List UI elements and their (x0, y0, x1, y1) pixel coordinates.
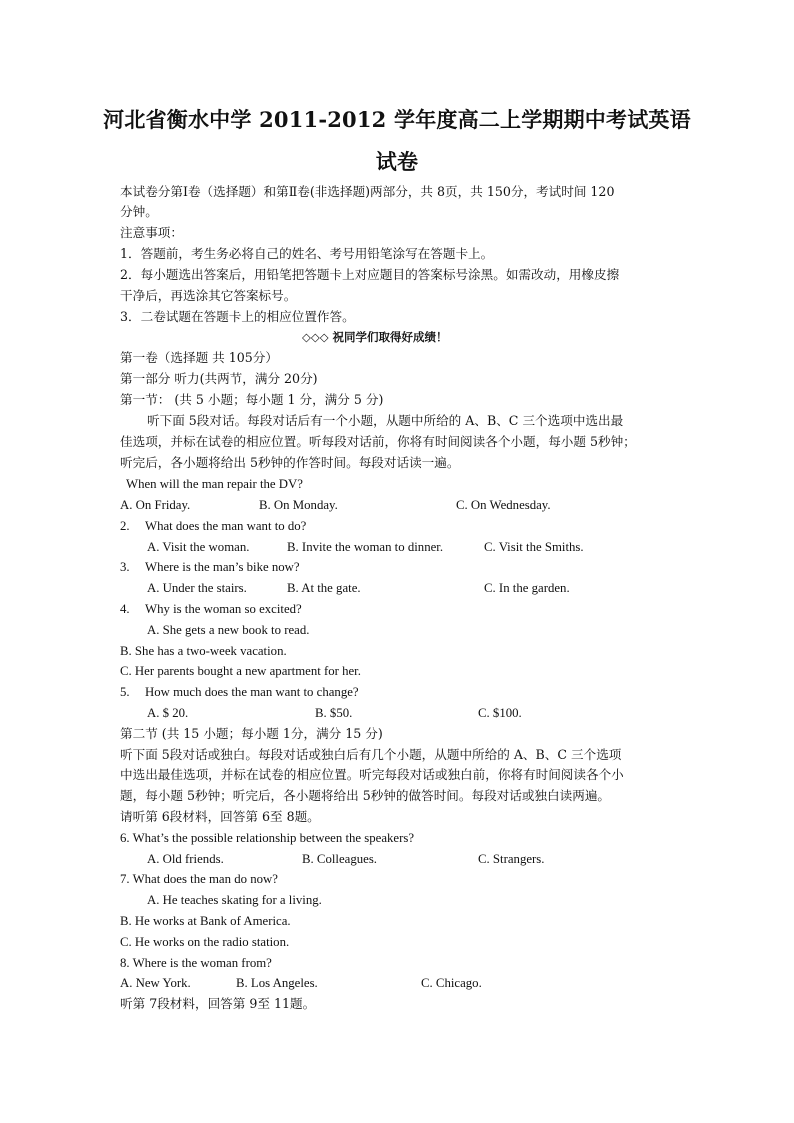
question-1-option-b: B. On Monday. (259, 498, 338, 512)
question-5-stem: How much does the man want to change? (145, 685, 359, 699)
question-7-option-c: C. He works on the radio station. (120, 935, 290, 949)
question-3-option-c: C. In the garden. (484, 581, 570, 595)
question-8-option-b: B. Los Angeles. (236, 976, 318, 990)
question-7-option-a: A. He teaches skating for a living. (147, 893, 322, 907)
question-5-option-a: A. $ 20. (147, 706, 189, 720)
question-6-option-a: A. Old friends. (147, 852, 224, 866)
question-6-option-c: C. Strangers. (478, 852, 545, 866)
question-3-stem: Where is the man’s bike now? (145, 560, 300, 574)
section-1-directions-3: 听完后，各小题将给出 5秒钟的作答时间。每段对话读一遍。 (120, 455, 460, 470)
section-1-directions-1: 听下面 5段对话。每段对话后有一个小题，从题中所给的 A、B、C 三个选项中选出最 (147, 413, 624, 428)
volume-1-heading: 第一卷（选择题 共 105分） (120, 350, 278, 365)
section-1-heading: 第一节： (共 5 小题；每小题 1 分，满分 5 分) (120, 392, 384, 407)
exam-title-line2: 试卷 (375, 149, 419, 174)
part-1-heading: 第一部分 听力(共两节，满分 20分) (120, 371, 318, 386)
question-8-option-c: C. Chicago. (421, 976, 482, 990)
question-2-number: 2. (120, 519, 130, 533)
question-1-stem: When will the man repair the DV? (126, 477, 303, 491)
section-1-directions-2: 佳选项，并标在试卷的相应位置。听每段对话前，你将有时间阅读各个小题，每小题 5秒钟； (120, 434, 636, 449)
question-4-option-a: A. She gets a new book to read. (147, 623, 310, 637)
note-1: 1．答题前，考生务必将自己的姓名、考号用铅笔涂写在答题卡上。 (120, 246, 494, 261)
section-2-directions-3: 题，每小题 5秒钟；听完后，各小题将给出 5秒钟的做答时间。每段对话或独白读两遍。 (120, 788, 611, 803)
notes-heading: 注意事项： (120, 225, 183, 240)
section-2-next-material: 听第 7段材料，回答第 9至 11题。 (120, 996, 316, 1011)
question-6-stem: 6. What’s the possible relationship between the speakers? (120, 831, 415, 845)
question-8-option-a: A. New York. (120, 976, 191, 990)
question-6-option-b: B. Colleagues. (302, 852, 377, 866)
question-4-option-c: C. Her parents bought a new apartment for her. (120, 664, 361, 678)
section-2-heading: 第二节 (共 15 小题；每小题 1分，满分 15 分) (120, 726, 383, 741)
intro-line-2: 分钟。 (120, 204, 158, 219)
question-4-stem: Why is the woman so excited? (145, 602, 302, 616)
question-5-option-c: C. $100. (478, 706, 522, 720)
question-8-stem: 8. Where is the woman from? (120, 956, 272, 970)
question-4-number: 4. (120, 602, 130, 616)
question-2-option-a: A. Visit the woman. (147, 540, 250, 554)
exam-title-line1: 河北省衡水中学 2011-2012 学年度高二上学期期中考试英语 (103, 107, 691, 132)
note-2-line-2: 干净后，再选涂其它答案标号。 (120, 288, 297, 303)
question-2-option-c: C. Visit the Smiths. (484, 540, 584, 554)
note-3: 3．二卷试题在答题卡上的相应位置作答。 (120, 309, 355, 324)
question-5-number: 5. (120, 685, 130, 699)
question-1-option-c: C. On Wednesday. (456, 498, 551, 512)
question-3-option-a: A. Under the stairs. (147, 581, 247, 595)
intro-line-1: 本试卷分第Ⅰ卷（选择题）和第Ⅱ卷(非选择题)两部分，共 8页，共 150分，考试时间 120 (120, 184, 615, 199)
question-3-number: 3. (120, 560, 130, 574)
section-2-directions-4: 请听第 6段材料，回答第 6至 8题。 (120, 809, 320, 824)
question-1-option-a: A. On Friday. (120, 498, 191, 512)
note-2-line-1: 2．每小题选出答案后，用铅笔把答题卡上对应题目的答案标号涂黑。如需改动，用橡皮擦 (120, 267, 620, 282)
section-2-directions-2: 中选出最佳选项，并标在试卷的相应位置。听完每段对话或独白前，你将有时间阅读各个小 (120, 767, 624, 782)
question-5-option-b: B. $50. (315, 706, 353, 720)
question-2-option-b: B. Invite the woman to dinner. (287, 540, 444, 554)
question-2-stem: What does the man want to do? (145, 519, 307, 533)
section-2-directions-1: 听下面 5段对话或独白。每段对话或独白后有几个小题，从题中所给的 A、B、C 三个选项 (120, 747, 622, 762)
question-7-stem: 7. What does the man do now? (120, 872, 278, 886)
question-4-option-b: B. She has a two-week vacation. (120, 644, 287, 658)
blessing-line: ◇◇◇ 祝同学们取得好成绩！ (302, 330, 448, 344)
question-3-option-b: B. At the gate. (287, 581, 361, 595)
question-7-option-b: B. He works at Bank of America. (120, 914, 291, 928)
